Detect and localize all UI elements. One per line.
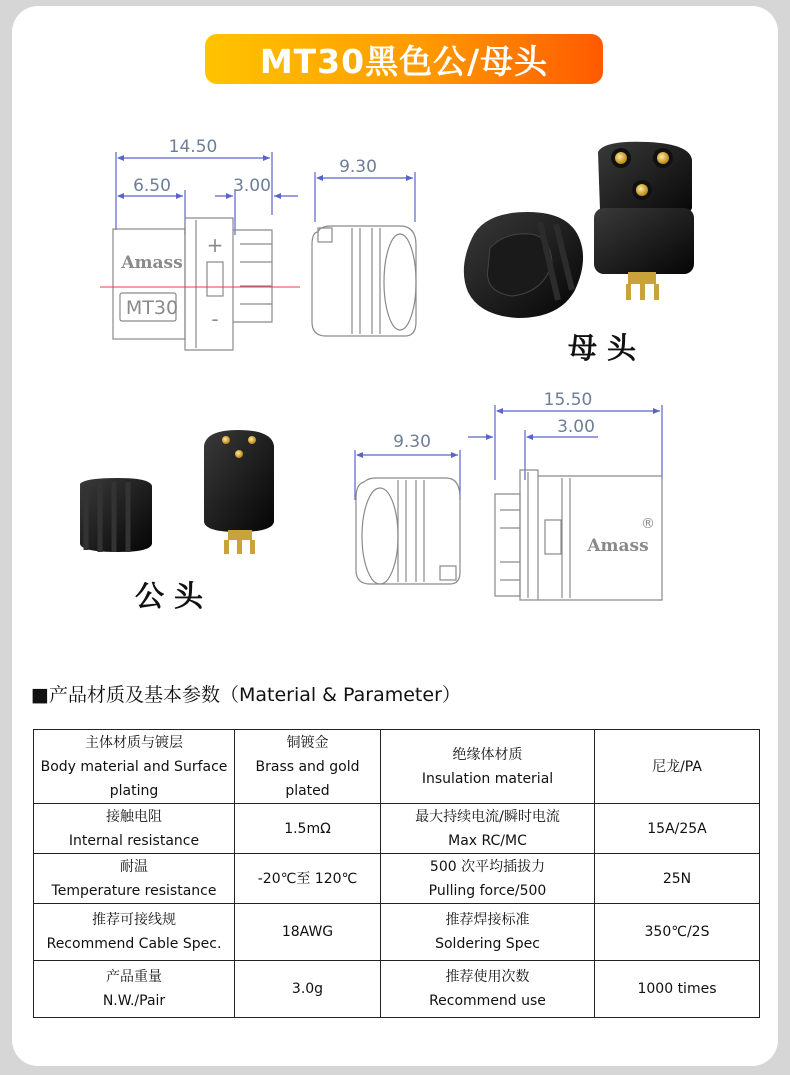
table-cell [235, 854, 381, 904]
table-row [34, 904, 760, 961]
table-row [34, 854, 760, 904]
cell-text-en: Insulation material [421, 770, 554, 787]
cell-text-cn: 尼龙/PA [652, 758, 702, 775]
cell-text-en: Soldering Spec [435, 936, 540, 952]
cell-text-cn: -20℃至 120℃ [257, 870, 358, 887]
male-label: 公头 [135, 579, 214, 613]
cell-text-cn: 推荐可接线规 [92, 912, 176, 928]
cell-text-cn: 推荐焊接标准 [445, 912, 530, 928]
table-cell [595, 730, 760, 804]
section-title: ■产品材质及基本参数（Material & Parameter） [31, 684, 461, 706]
cell-text-cn: 接触电阻 [106, 808, 162, 825]
top-end-drawing [312, 172, 416, 336]
table-cell [595, 904, 760, 961]
top-minus-sign: - [211, 307, 219, 331]
top-plus-sign: + [206, 233, 224, 257]
cell-text-en: Body material and Surface plating [40, 758, 228, 799]
cell-text-cn: 25N [662, 870, 692, 887]
table-cell [381, 730, 595, 804]
table-row [34, 730, 760, 804]
table-cell [381, 804, 595, 854]
top-dim-total: 14.50 [168, 137, 218, 157]
female-connector-photo [464, 142, 694, 318]
bottom-dim-total: 15.50 [543, 390, 593, 410]
cell-text-cn: 18AWG [281, 924, 334, 940]
cell-text-cn: 1000 times [637, 981, 717, 997]
cell-text-en: Recommend Cable Spec. [46, 936, 222, 952]
table-cell [235, 804, 381, 854]
table-row [34, 961, 760, 1018]
cell-text-cn: 主体材质与镀层 [85, 734, 183, 751]
cell-text-en: Recommend use [429, 993, 546, 1009]
cell-text-en: N.W./Pair [102, 993, 166, 1009]
cell-text-cn: 500 次平均插拔力 [429, 858, 546, 875]
cell-text-cn: 绝缘体材质 [452, 746, 523, 763]
table-cell [381, 961, 595, 1018]
cell-text-en: Internal resistance [68, 832, 200, 849]
cell-text-cn: 最大持续电流/瞬时电流 [415, 808, 560, 825]
table-cell [34, 730, 235, 804]
cell-text-en: Temperature resistance [51, 882, 217, 899]
table-cell [34, 854, 235, 904]
table-cell [235, 961, 381, 1018]
cell-text-cn: 铜镀金 [286, 734, 329, 751]
table-cell [595, 961, 760, 1018]
parameter-table [33, 729, 760, 1018]
cell-text-cn: 推荐使用次数 [445, 969, 530, 985]
table-cell [34, 961, 235, 1018]
table-cell [381, 854, 595, 904]
cell-text-en: Pulling force/500 [428, 882, 547, 899]
cell-text-cn: 耐温 [120, 858, 148, 875]
bottom-dim-right: 3.00 [557, 417, 595, 437]
bottom-brand-text: Amass [587, 536, 649, 556]
cell-text-cn: 350℃/2S [644, 924, 710, 940]
male-connector-photo [80, 430, 274, 554]
cell-text-cn: 1.5mΩ [284, 820, 331, 837]
cell-text-cn: 15A/25A [647, 820, 707, 837]
top-dim-left: 6.50 [133, 176, 171, 196]
table-cell [595, 854, 760, 904]
cell-text-en: Max RC/MC [448, 832, 527, 849]
table-cell [34, 804, 235, 854]
female-label: 母头 [568, 331, 647, 365]
top-dim-right: 3.00 [233, 176, 271, 196]
bottom-registered-mark: ® [641, 516, 655, 532]
table-row [34, 804, 760, 854]
top-brand-text: Amass [121, 253, 183, 273]
cell-text-en: Brass and gold plated [255, 758, 360, 799]
top-dim-side: 9.30 [339, 157, 377, 177]
table-cell [34, 904, 235, 961]
page-title-banner: MT30黑色公/母头 [205, 34, 603, 84]
table-cell [381, 904, 595, 961]
top-model-text: MT30 [125, 297, 179, 319]
table-cell [595, 804, 760, 854]
cell-text-cn: 产品重量 [106, 969, 162, 985]
table-cell [235, 730, 381, 804]
bottom-dim-side: 9.30 [393, 432, 431, 452]
cell-text-cn: 3.0g [291, 981, 324, 997]
bottom-end-drawing [355, 450, 460, 584]
table-cell [235, 904, 381, 961]
